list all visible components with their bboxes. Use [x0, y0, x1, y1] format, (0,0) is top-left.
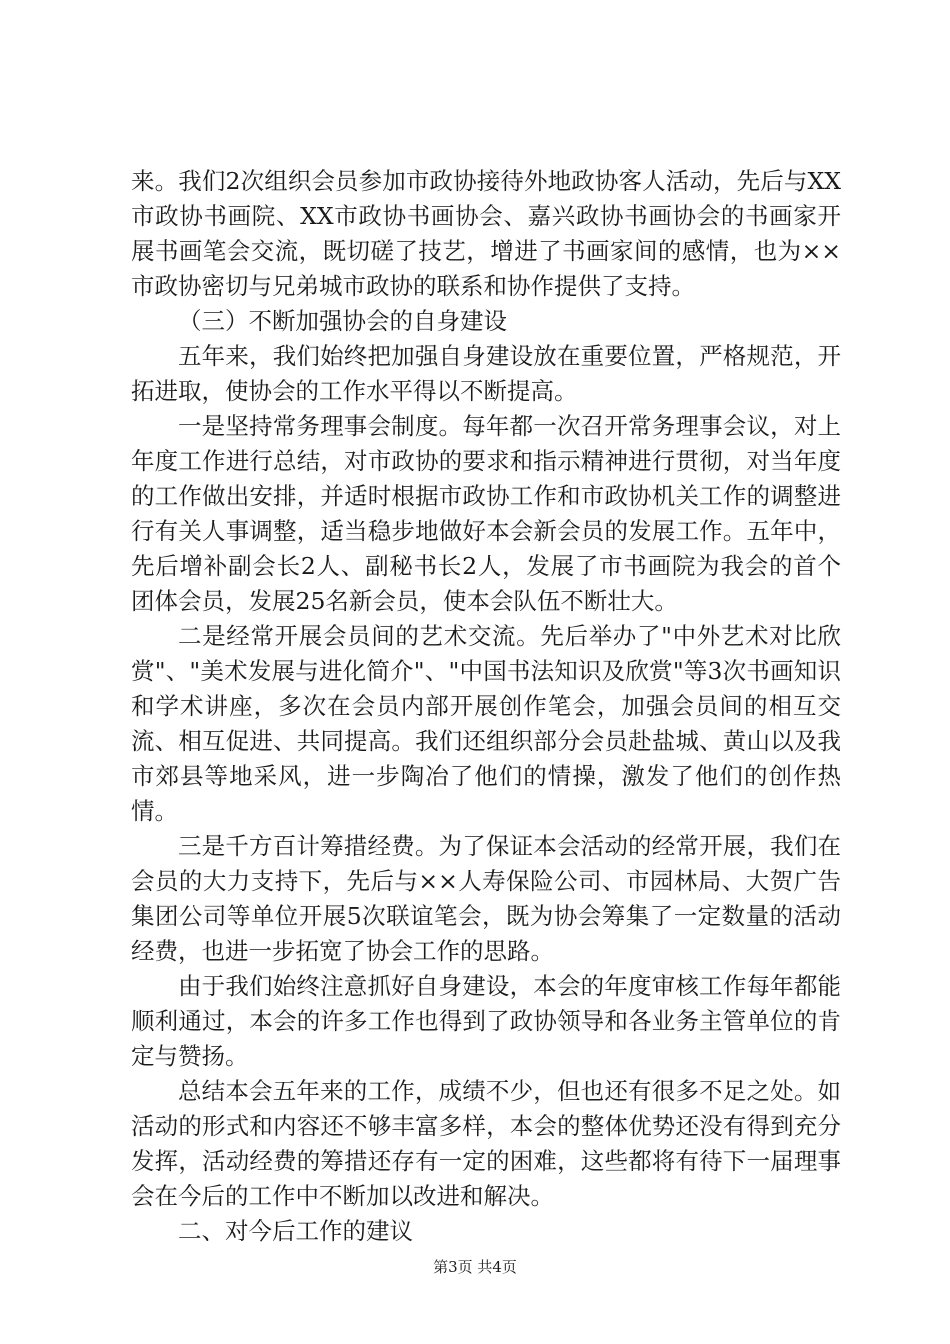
- paragraph-art-exchange: 二是经常开展会员间的艺术交流。先后举办了"中外艺术对比欣赏"、"美术发展与进化简介"、"中国书法知识及欣赏"等3次书画知识和学术讲座，多次在会员内部开展创作笔会，加强会员间的相互交流、相互促进、共同提高。我们还组织部分会员赴盐城、黄山以及我市郊县等地采风，进一步陶冶了他们的情操，激发了他们的创作热情。: [131, 622, 841, 825]
- paragraph-intro: 五年来，我们始终把加强自身建设放在重要位置，严格规范，开拓进取，使协会的工作水平得以不断提高。: [131, 342, 841, 405]
- paragraph-annual-review: 由于我们始终注意抓好自身建设，本会的年度审核工作每年都能顺利通过，本会的许多工作也得到了政协领导和各业务主管单位的肯定与赞扬。: [131, 972, 841, 1070]
- paragraph-funding: 三是千方百计筹措经费。为了保证本会活动的经常开展，我们在会员的大力支持下，先后与××人寿保险公司、市园林局、大贺广告集团公司等单位开展5次联谊笔会，既为协会筹集了一定数量的活动经费，也进一步拓宽了协会工作的思路。: [131, 832, 841, 965]
- page-number: 第3页 共4页: [433, 1258, 517, 1276]
- paragraph-council-system: 一是坚持常务理事会制度。每年都一次召开常务理事会议，对上年度工作进行总结，对市政协的要求和指示精神进行贯彻，对当年度的工作做出安排，并适时根据市政协工作和市政协机关工作的调整进行有关人事调整，适当稳步地做好本会新会员的发展工作。五年中，先后增补副会长2人、副秘书长2人，发展了市书画院为我会的首个团体会员，发展25名新会员，使本会队伍不断壮大。: [131, 412, 841, 615]
- section-heading-self-building: （三）不断加强协会的自身建设: [178, 307, 507, 335]
- paragraph-summary: 总结本会五年来的工作，成绩不少，但也还有很多不足之处。如活动的形式和内容还不够丰富多样，本会的整体优势还没有得到充分发挥，活动经费的筹措还存有一定的困难，这些都将有待下一届理事会在今后的工作中不断加以改进和解决。: [131, 1077, 841, 1210]
- document-body: [131, 164, 841, 1249]
- section-heading-suggestions: 二、对今后工作的建议: [178, 1217, 413, 1245]
- paragraph-continuation: 来。我们2次组织会员参加市政协接待外地政协客人活动，先后与XX市政协书画院、XX市政协书画协会、嘉兴政协书画协会的书画家开展书画笔会交流，既切磋了技艺，增进了书画家间的感情，也为××市政协密切与兄弟城市政协的联系和协作提供了支持。: [131, 167, 841, 300]
